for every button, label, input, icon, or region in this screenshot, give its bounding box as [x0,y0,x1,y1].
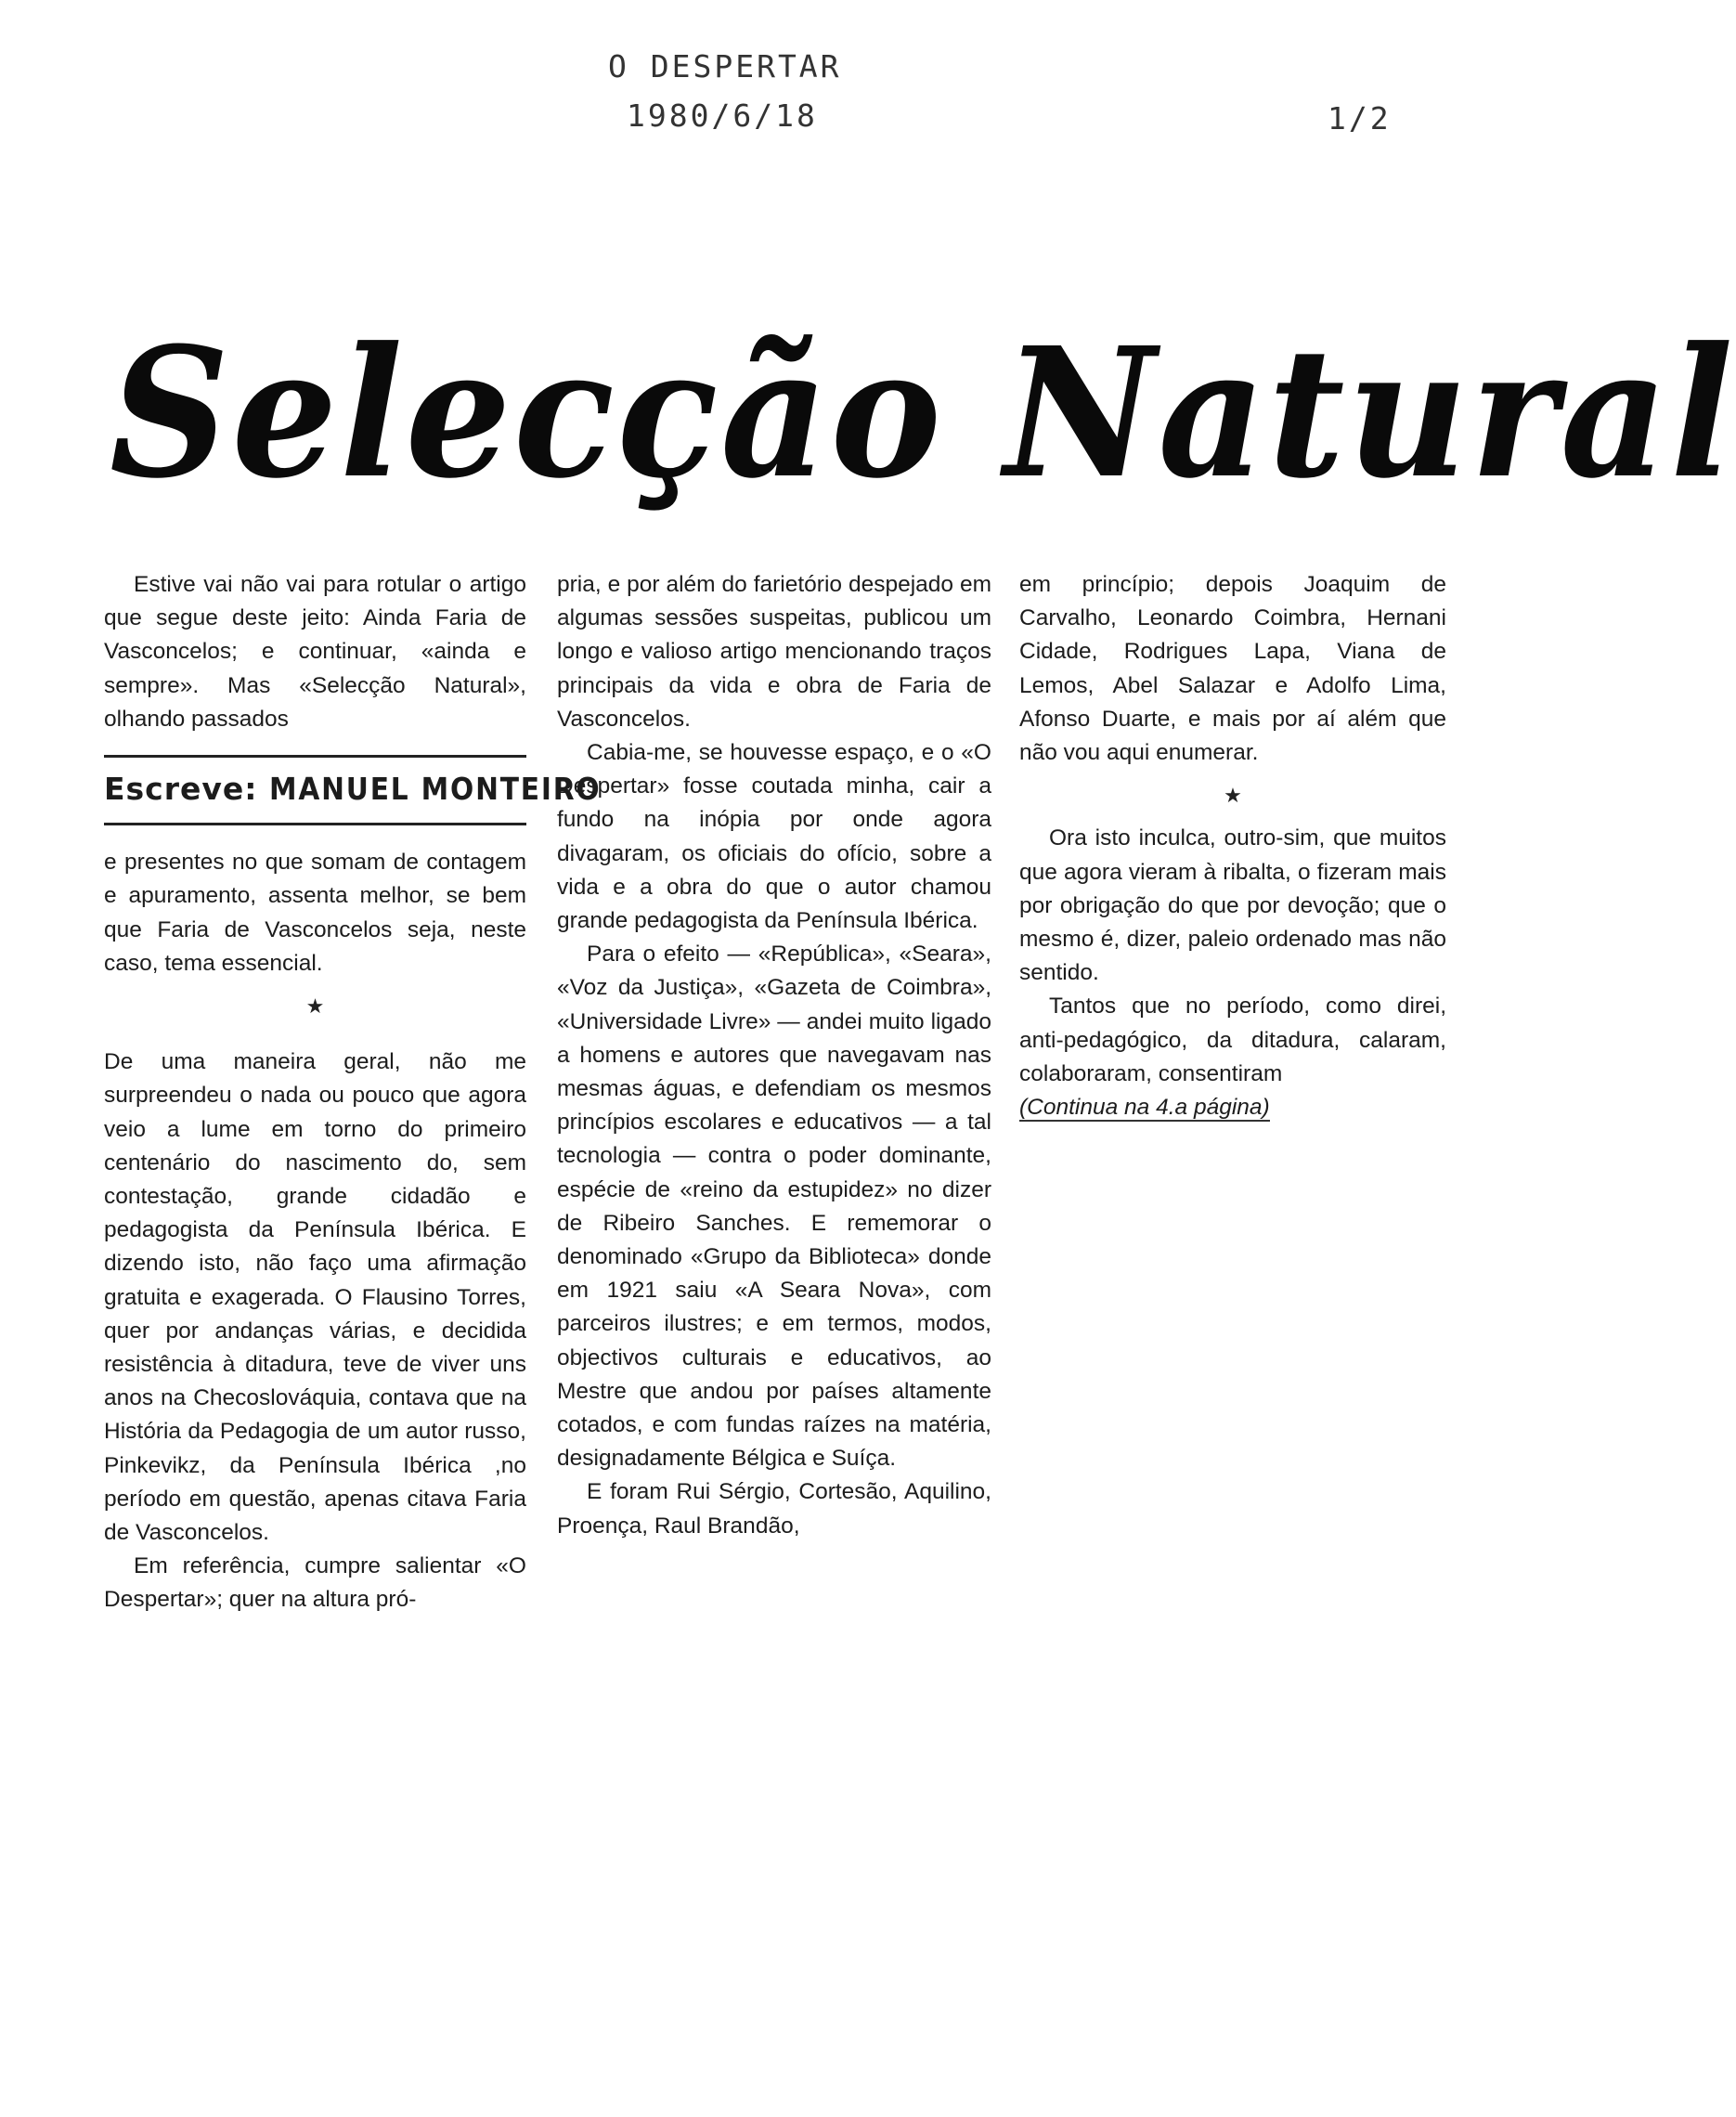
paragraph: Em referência, cumpre salientar «O Despertar»; quer na altura pró- [104,1553,526,1613]
paragraph: Ora isto inculca, outro-sim, que muitos que agora vieram à ribalta, o fizeram mais por obrigação do que por devoção; que o mesmo é, dizer, paleio ordenado mas não sentido. [1019,825,1446,986]
byline [104,758,602,823]
paragraph: e presentes no que somam de contagem e apuramento, assenta melhor, se bem que Faria de Vasconcelos seja, neste caso, tema essencial. [104,850,526,976]
paragraph: De uma maneira geral, não me surpreendeu o nada ou pouco que agora veio a lume em torno do primeiro centenário do nascimento do, sem contestação, grande cidadão e pedagogista da Península Ibérica. E dizendo isto, não faço uma afirmação gratuita e exagerada. O Flausino Torres, quer por andanças várias, e decidida resistência à ditadura, teve de viver uns anos na Checoslováquia, contava que na História da Pedagogia de um autor russo, Pinkevikz, da Península Ibérica ,no período em questão, apenas citava Faria de Vasconcelos. [104,1049,526,1546]
byline-box [104,755,602,825]
byline-rule-bottom [104,823,526,825]
continuation-note [1019,1091,1446,1124]
publication-date: 1980/6/18 [627,97,818,134]
article-column-1 [104,568,602,1617]
article-intro: Estive vai não vai para rotular o artigo que segue deste jeito: Ainda Faria de Vasconcelos; e continuar, «ainda e sempre». Mas «Selecção Natural», olhando passados [104,572,526,732]
article-headline: Selecção Natural [110,309,1736,518]
section-separator: ★ [1224,784,1242,808]
section-separator: ★ [305,994,325,1019]
article-column-3 [1019,568,1446,1124]
paragraph: Tantos que no período, como direi, anti-pedagógico, da ditadura, calaram, colaboraram, consentiram [1019,994,1446,1086]
article-column-2 [557,568,991,1543]
publication-name: O DESPERTAR [608,48,842,84]
byline-label: Escreve: [104,771,258,808]
paragraph: E foram Rui Sérgio, Cortesão, Aquilino, Proença, Raul Brandão, [557,1479,991,1539]
paragraph: em princípio; depois Joaquim de Carvalho, Leonardo Coimbra, Hernani Cidade, Rodrigues Lapa, Viana de Lemos, Abel Salazar e Adolfo Lima, Afonso Duarte, e mais por aí além que não vou aqui enumerar. [1019,572,1446,766]
byline-author: MANUEL MONTEIRO [269,771,602,808]
paragraph: pria, e por além do farietório despejado em algumas sessões suspeitas, publicou um longo e valioso artigo mencionando traços principais da vida e obra de Faria de Vasconcelos. [557,572,991,732]
paragraph: Cabia-me, se houvesse espaço, e o «O Despertar» fosse coutada minha, cair a fundo na inópia por onde agora divagaram, os oficiais do ofício, sobre a vida e a obra do que o autor chamou grande pedagogista da Península Ibérica. [557,740,991,934]
continuation-text: (Continua na 4.a página) [1019,1095,1270,1121]
page-number: 1/2 [1328,100,1392,136]
paragraph: Para o efeito — «República», «Seara», «Voz da Justiça», «Gazeta de Coimbra», «Universidade Livre» — andei muito ligado a homens e autores que navegavam nas mesmas águas, e defendiam os mesmos princípios escolares e educativos — a tal tecnologia — contra o poder dominante, espécie de «reino da estupidez» no dizer de Ribeiro Sanches. E rememorar o denominado «Grupo da Biblioteca» donde em 1921 saiu «A Seara Nova», com parceiros ilustres; e em termos, modos, objectivos culturais e educativos, ao Mestre que andou por países altamente cotados, e com fundas raízes na matéria, designadamente Bélgica e Suíça. [557,942,991,1472]
